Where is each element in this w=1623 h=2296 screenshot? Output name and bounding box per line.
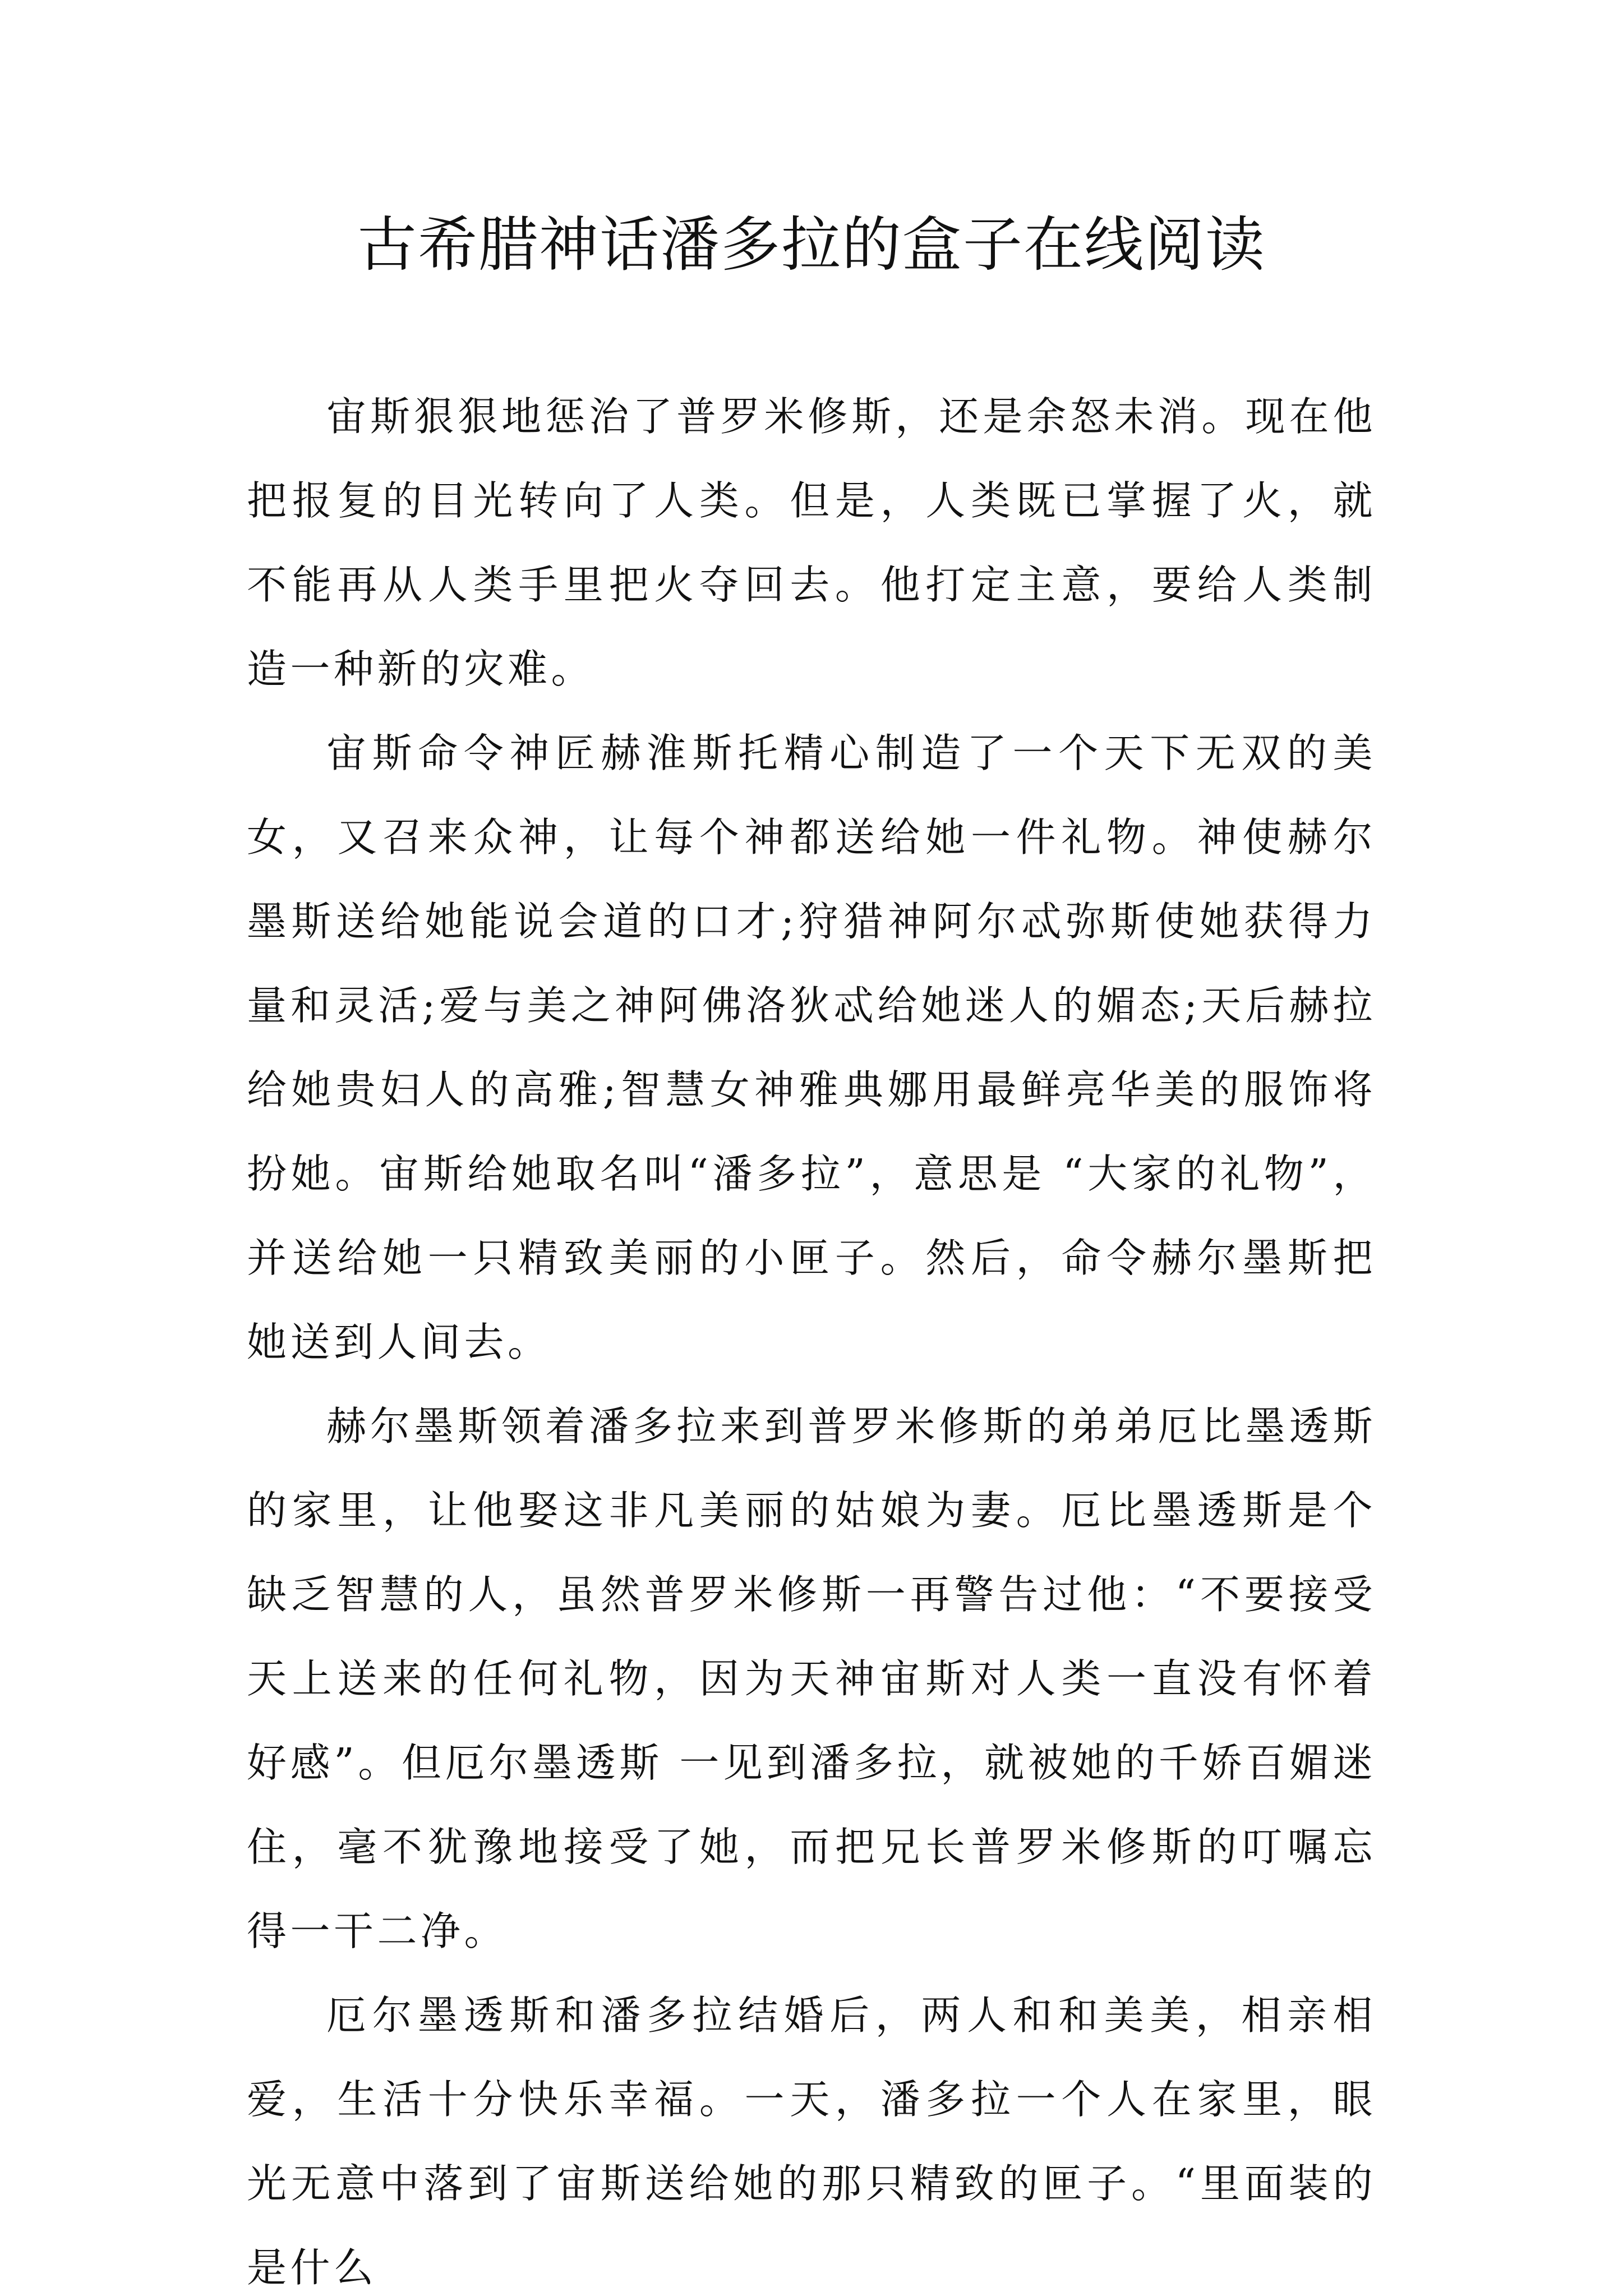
paragraph-3: 赫尔墨斯领着潘多拉来到普罗米修斯的弟弟厄比墨透斯的家里，让他娶这非凡美丽的姑娘为妻。厄比墨透斯是个缺乏智慧的人，虽然普罗米修斯一再警告过他：“不要接受天上送来的任何礼物，因为天神宙斯对人类一直没有怀着好感”。但厄尔墨透斯 一见到潘多拉，就被她的千娇百媚迷住，毫不犹豫地接受了她，而把兄长普罗米修斯的叮嘱忘得一干二净。 — [247, 1403, 1376, 1954]
document-title: 古希腊神话潘多拉的盒子在线阅读 — [357, 210, 1266, 279]
paragraph-1: 宙斯狠狠地惩治了普罗米修斯，还是余怒未消。现在他把报复的目光转向了人类。但是，人类既已掌握了火，就不能再从人类手里把火夺回去。他打定主意，要给人类制造一种新的灾难。 — [247, 393, 1376, 692]
paragraph-4: 厄尔墨透斯和潘多拉结婚后，两人和和美美，相亲相爱，生活十分快乐幸福。一天，潘多拉一个人在家里，眼光无意中落到了宙斯送给她的那只精致的匣子。“里面装的是什么 — [247, 1992, 1376, 2291]
paragraph-2: 宙斯命令神匠赫淮斯托精心制造了一个天下无双的美女，又召来众神，让每个神都送给她一件礼物。神使赫尔墨斯送给她能说会道的口才;狩猎神阿尔忒弥斯使她获得力量和灵活;爱与美之神阿佛洛狄忒给她迷人的媚态;天后赫拉给她贵妇人的高雅;智慧女神雅典娜用最鲜亮华美的服饰将扮她。宙斯给她取名叫“潘多拉”，意思是 “大家的礼物”，并送给她一只精致美丽的小匣子。然后，命令赫尔墨斯把她送到人间去。 — [247, 730, 1376, 1365]
document-body — [247, 375, 1376, 2296]
